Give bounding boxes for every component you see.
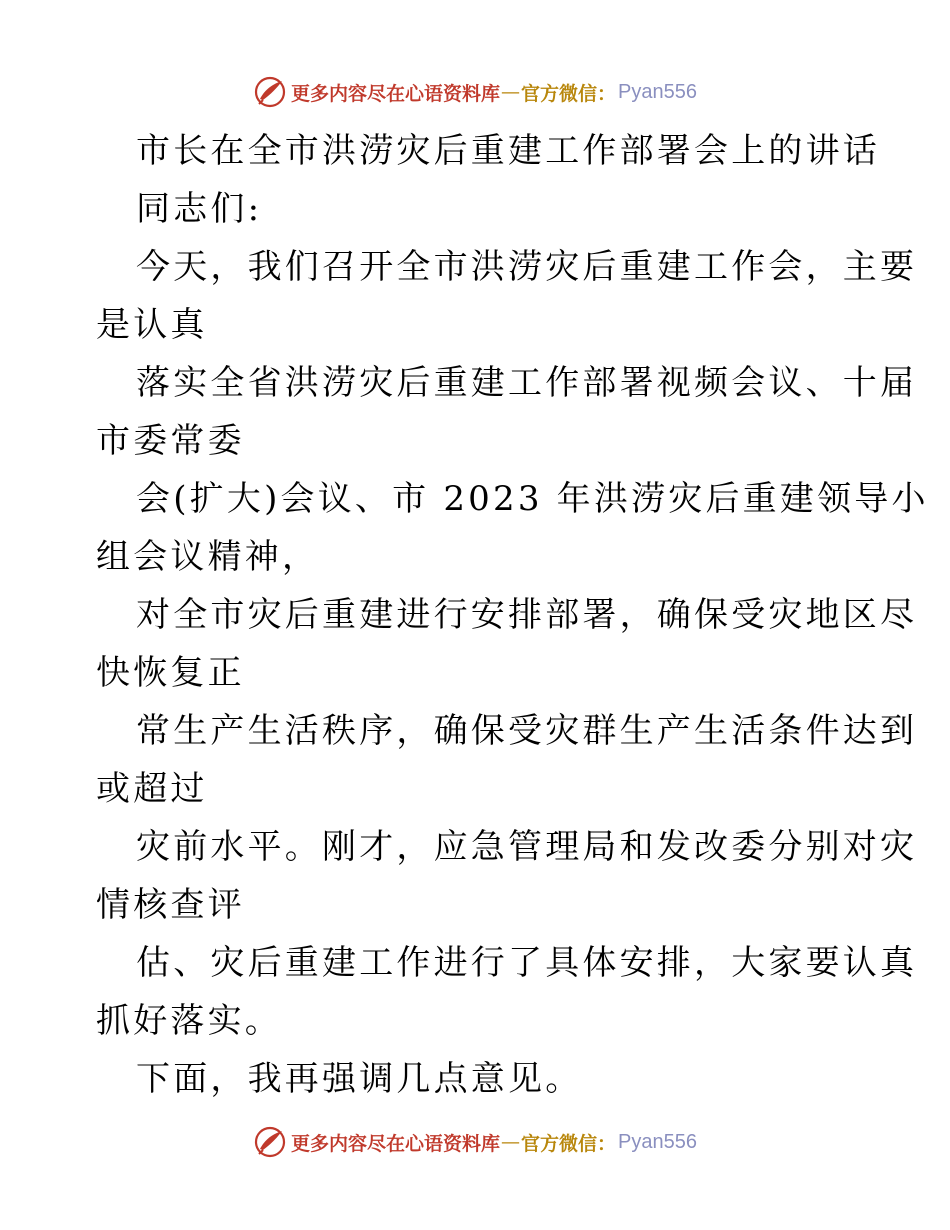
banner-official-label: 官方微信： xyxy=(521,82,617,105)
text-line: 常生产生活秩序，确保受灾群生产生活条件达到 xyxy=(136,711,918,751)
text-line: 市委常委 xyxy=(96,421,245,461)
header-watermark-banner xyxy=(0,72,950,112)
banner-brand-text: 更多内容尽在心语资料库 xyxy=(291,1132,501,1155)
banner-official-label: 官方微信： xyxy=(521,1132,617,1155)
text-line: 会(扩大)会议、市 2023 年洪涝灾后重建领导小 xyxy=(136,479,929,519)
text-line: 同志们: xyxy=(136,189,263,229)
text-line: 抓好落实。 xyxy=(96,1001,282,1041)
text-line: 下面，我再强调几点意见。 xyxy=(136,1059,583,1099)
text-line: 今天，我们召开全市洪涝灾后重建工作会，主要 xyxy=(136,247,918,287)
banner-wechat-id: Pyan556 xyxy=(618,1130,697,1153)
document-body xyxy=(96,122,929,1108)
text-line: 估、灾后重建工作进行了具体安排，大家要认真 xyxy=(136,943,918,983)
text-line: 情核查评 xyxy=(96,885,245,925)
text-line: 或超过 xyxy=(96,769,208,809)
text-line: 落实全省洪涝灾后重建工作部署视频会议、十届 xyxy=(136,363,918,403)
banner-dash: — xyxy=(501,81,521,103)
text-line: 快恢复正 xyxy=(96,653,245,693)
text-line: 是认真 xyxy=(96,305,208,345)
text-line: 对全市灾后重建进行安排部署，确保受灾地区尽 xyxy=(136,595,918,635)
banner-brand-text: 更多内容尽在心语资料库 xyxy=(291,82,501,105)
banner-dash: — xyxy=(501,1131,521,1153)
text-line: 灾前水平。刚才，应急管理局和发改委分别对灾 xyxy=(136,827,918,867)
footer-watermark-banner xyxy=(0,1122,950,1162)
document-title: 市长在全市洪涝灾后重建工作部署会上的讲话 xyxy=(136,131,880,171)
pen-logo-icon xyxy=(253,1125,287,1159)
banner-wechat-id: Pyan556 xyxy=(618,80,697,103)
pen-logo-icon xyxy=(253,75,287,109)
text-line: 组会议精神， xyxy=(96,537,320,577)
